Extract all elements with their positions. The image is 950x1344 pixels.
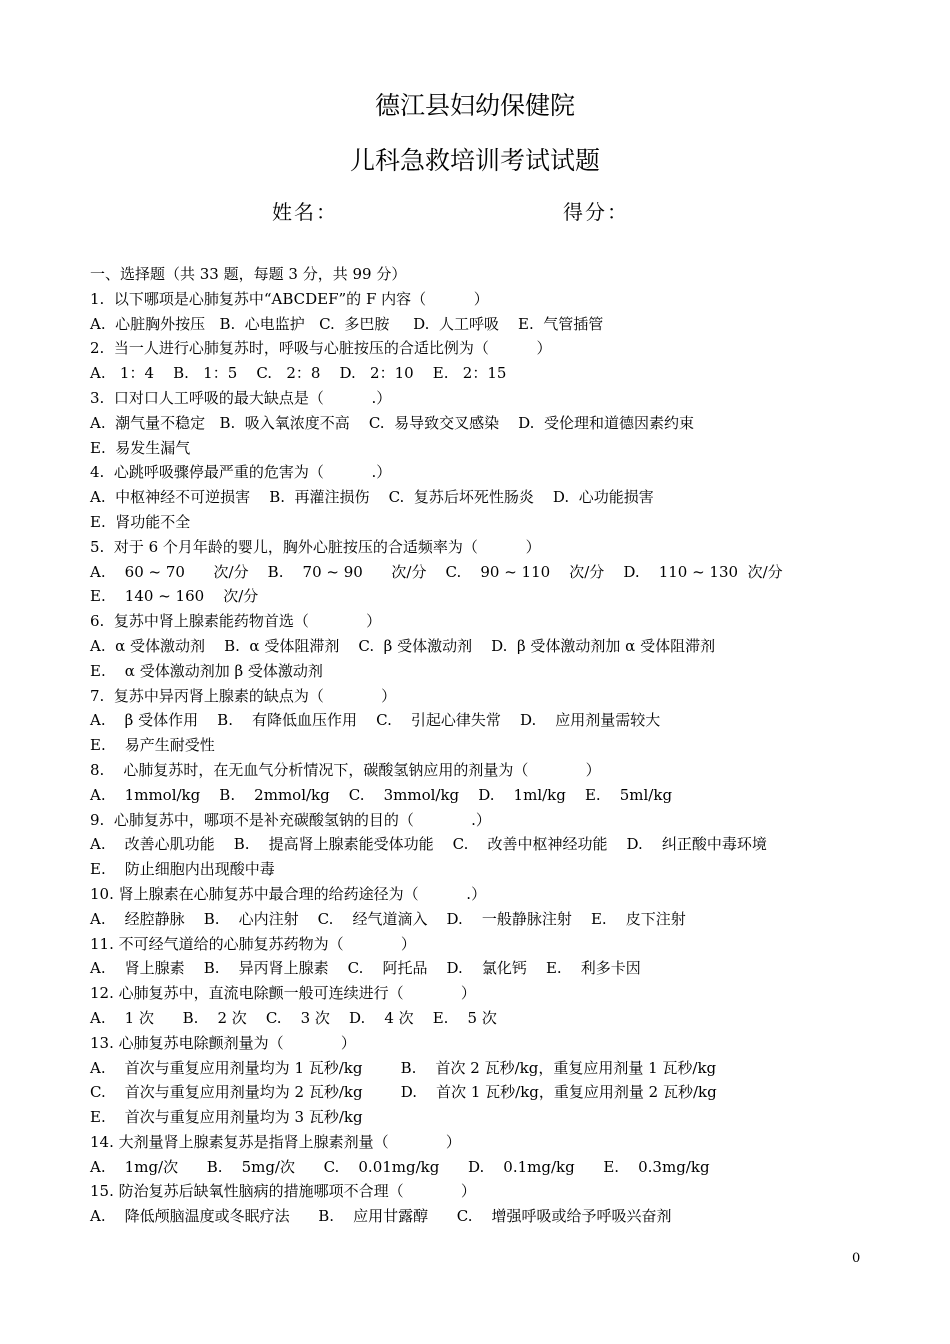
options-line: A. 1：4 B. 1：5 C. 2：8 D. 2：10 E. 2：15 xyxy=(90,364,507,383)
options-line: A. 1mg/次 B. 5mg/次 C. 0.01mg/kg D. 0.1mg/kg E. 0.3mg/kg xyxy=(90,1157,710,1176)
options-line: A. 肾上腺素 B. 异丙肾上腺素 C. 阿托品 D. 氯化钙 E. 利多卡因 xyxy=(90,959,641,978)
options-line: A. 心脏胸外按压 B. 心电监护 C. 多巴胺 D. 人工呼吸 E. 气管插管 xyxy=(90,314,604,333)
exam-title: 儿科急救培训考试试题 xyxy=(349,146,600,175)
options-line: A. 60 ~ 70 次/分 B. 70 ~ 90 次/分 C. 90 ~ 110 次/分 D. 110 ~ 130 次/分 xyxy=(90,562,783,581)
score-field-label: 得分： xyxy=(563,200,629,224)
question-line: 13. 心肺复苏电除颤剂量为（ ） xyxy=(90,1033,356,1052)
section-heading: 一、选择题（共 33 题，每题 3 分，共 99 分） xyxy=(90,265,407,283)
options-line: A. 1mmol/kg B. 2mmol/kg C. 3mmol/kg D. 1ml/kg E. 5ml/kg xyxy=(90,785,673,804)
options-line: C. 首次与重复应用剂量均为 2 瓦秒/kg D. 首次 1 瓦秒/kg，重复应用剂量 2 瓦秒/kg xyxy=(90,1083,717,1102)
page-number: 0 xyxy=(852,1251,861,1266)
options-line: A. 中枢神经不可逆损害 B. 再灌注损伤 C. 复苏后坏死性肠炎 D. 心功能损害 xyxy=(90,488,654,507)
options-line: A. 1 次 B. 2 次 C. 3 次 D. 4 次 E. 5 次 xyxy=(90,1008,497,1027)
question-line: 3. 口对口人工呼吸的最大缺点是（ .） xyxy=(90,388,392,407)
question-list xyxy=(90,262,870,1229)
question-line: 2. 当一人进行心肺复苏时，呼吸与心脏按压的合适比例为（ ） xyxy=(90,339,552,358)
options-line: A. α 受体激动剂 B. α 受体阻滞剂 C. β 受体激动剂 D. β 受体激动剂加 α 受体阻滞剂 xyxy=(90,636,716,655)
question-line: 4. 心跳呼吸骤停最严重的危害为（ .） xyxy=(90,463,392,482)
options-line: A. 降低颅脑温度或冬眠疗法 B. 应用甘露醇 C. 增强呼吸或给予呼吸兴奋剂 xyxy=(90,1207,672,1226)
name-field-label: 姓名： xyxy=(272,200,338,224)
options-line: A. 经腔静脉 B. 心内注射 C. 经气道滴入 D. 一般静脉注射 E. 皮下注射 xyxy=(90,909,686,928)
options-line: A. 潮气量不稳定 B. 吸入氧浓度不高 C. 易导致交叉感染 D. 受伦理和道德因素约束 xyxy=(90,413,694,432)
question-line: 6. 复苏中肾上腺素能药物首选（ ） xyxy=(90,612,382,631)
options-line: E. 首次与重复应用剂量均为 3 瓦秒/kg xyxy=(90,1108,363,1127)
question-line: 14. 大剂量肾上腺素复苏是指肾上腺素剂量（ ） xyxy=(90,1132,461,1151)
options-line: A. 首次与重复应用剂量均为 1 瓦秒/kg B. 首次 2 瓦秒/kg，重复应用剂量 1 瓦秒/kg xyxy=(90,1058,717,1077)
options-line: E. 防止细胞内出现酸中毒 xyxy=(90,860,275,879)
options-line: E. 140 ~ 160 次/分 xyxy=(90,587,259,606)
options-line: E. 肾功能不全 xyxy=(90,512,191,531)
question-line: 15. 防治复苏后缺氧性脑病的措施哪项不合理（ ） xyxy=(90,1182,476,1201)
question-line: 7. 复苏中异丙肾上腺素的缺点为（ ） xyxy=(90,686,397,705)
question-line: 5. 对于 6 个月年龄的婴儿，胸外心脏按压的合适频率为（ ） xyxy=(90,537,541,556)
options-line: E. 易产生耐受性 xyxy=(90,736,215,755)
question-line: 10. 肾上腺素在心肺复苏中最合理的给药途径为（ .） xyxy=(90,884,487,903)
options-line: E. 易发生漏气 xyxy=(90,438,191,457)
options-line: A. 改善心肌功能 B. 提高肾上腺素能受体功能 C. 改善中枢神经功能 D. 纠正酸中毒环境 xyxy=(90,835,767,854)
question-line: 1. 以下哪项是心肺复苏中“ABCDEF”的 F 内容（ ） xyxy=(90,289,489,308)
options-line: E. α 受体激动剂加 β 受体激动剂 xyxy=(90,661,323,680)
hospital-title: 德江县妇幼保健院 xyxy=(374,91,575,120)
question-line: 12. 心肺复苏中，直流电除颤一般可连续进行（ ） xyxy=(90,984,476,1003)
question-line: 9. 心肺复苏中，哪项不是补充碳酸氢钠的目的（ .） xyxy=(90,810,491,829)
options-line: A. β 受体作用 B. 有降低血压作用 C. 引起心律失常 D. 应用剂量需较大 xyxy=(90,711,661,730)
question-line: 8. 心肺复苏时，在无血气分析情况下，碳酸氢钠应用的剂量为（ ） xyxy=(90,760,601,779)
question-line: 11. 不可经气道给的心肺复苏药物为（ ） xyxy=(90,934,416,953)
